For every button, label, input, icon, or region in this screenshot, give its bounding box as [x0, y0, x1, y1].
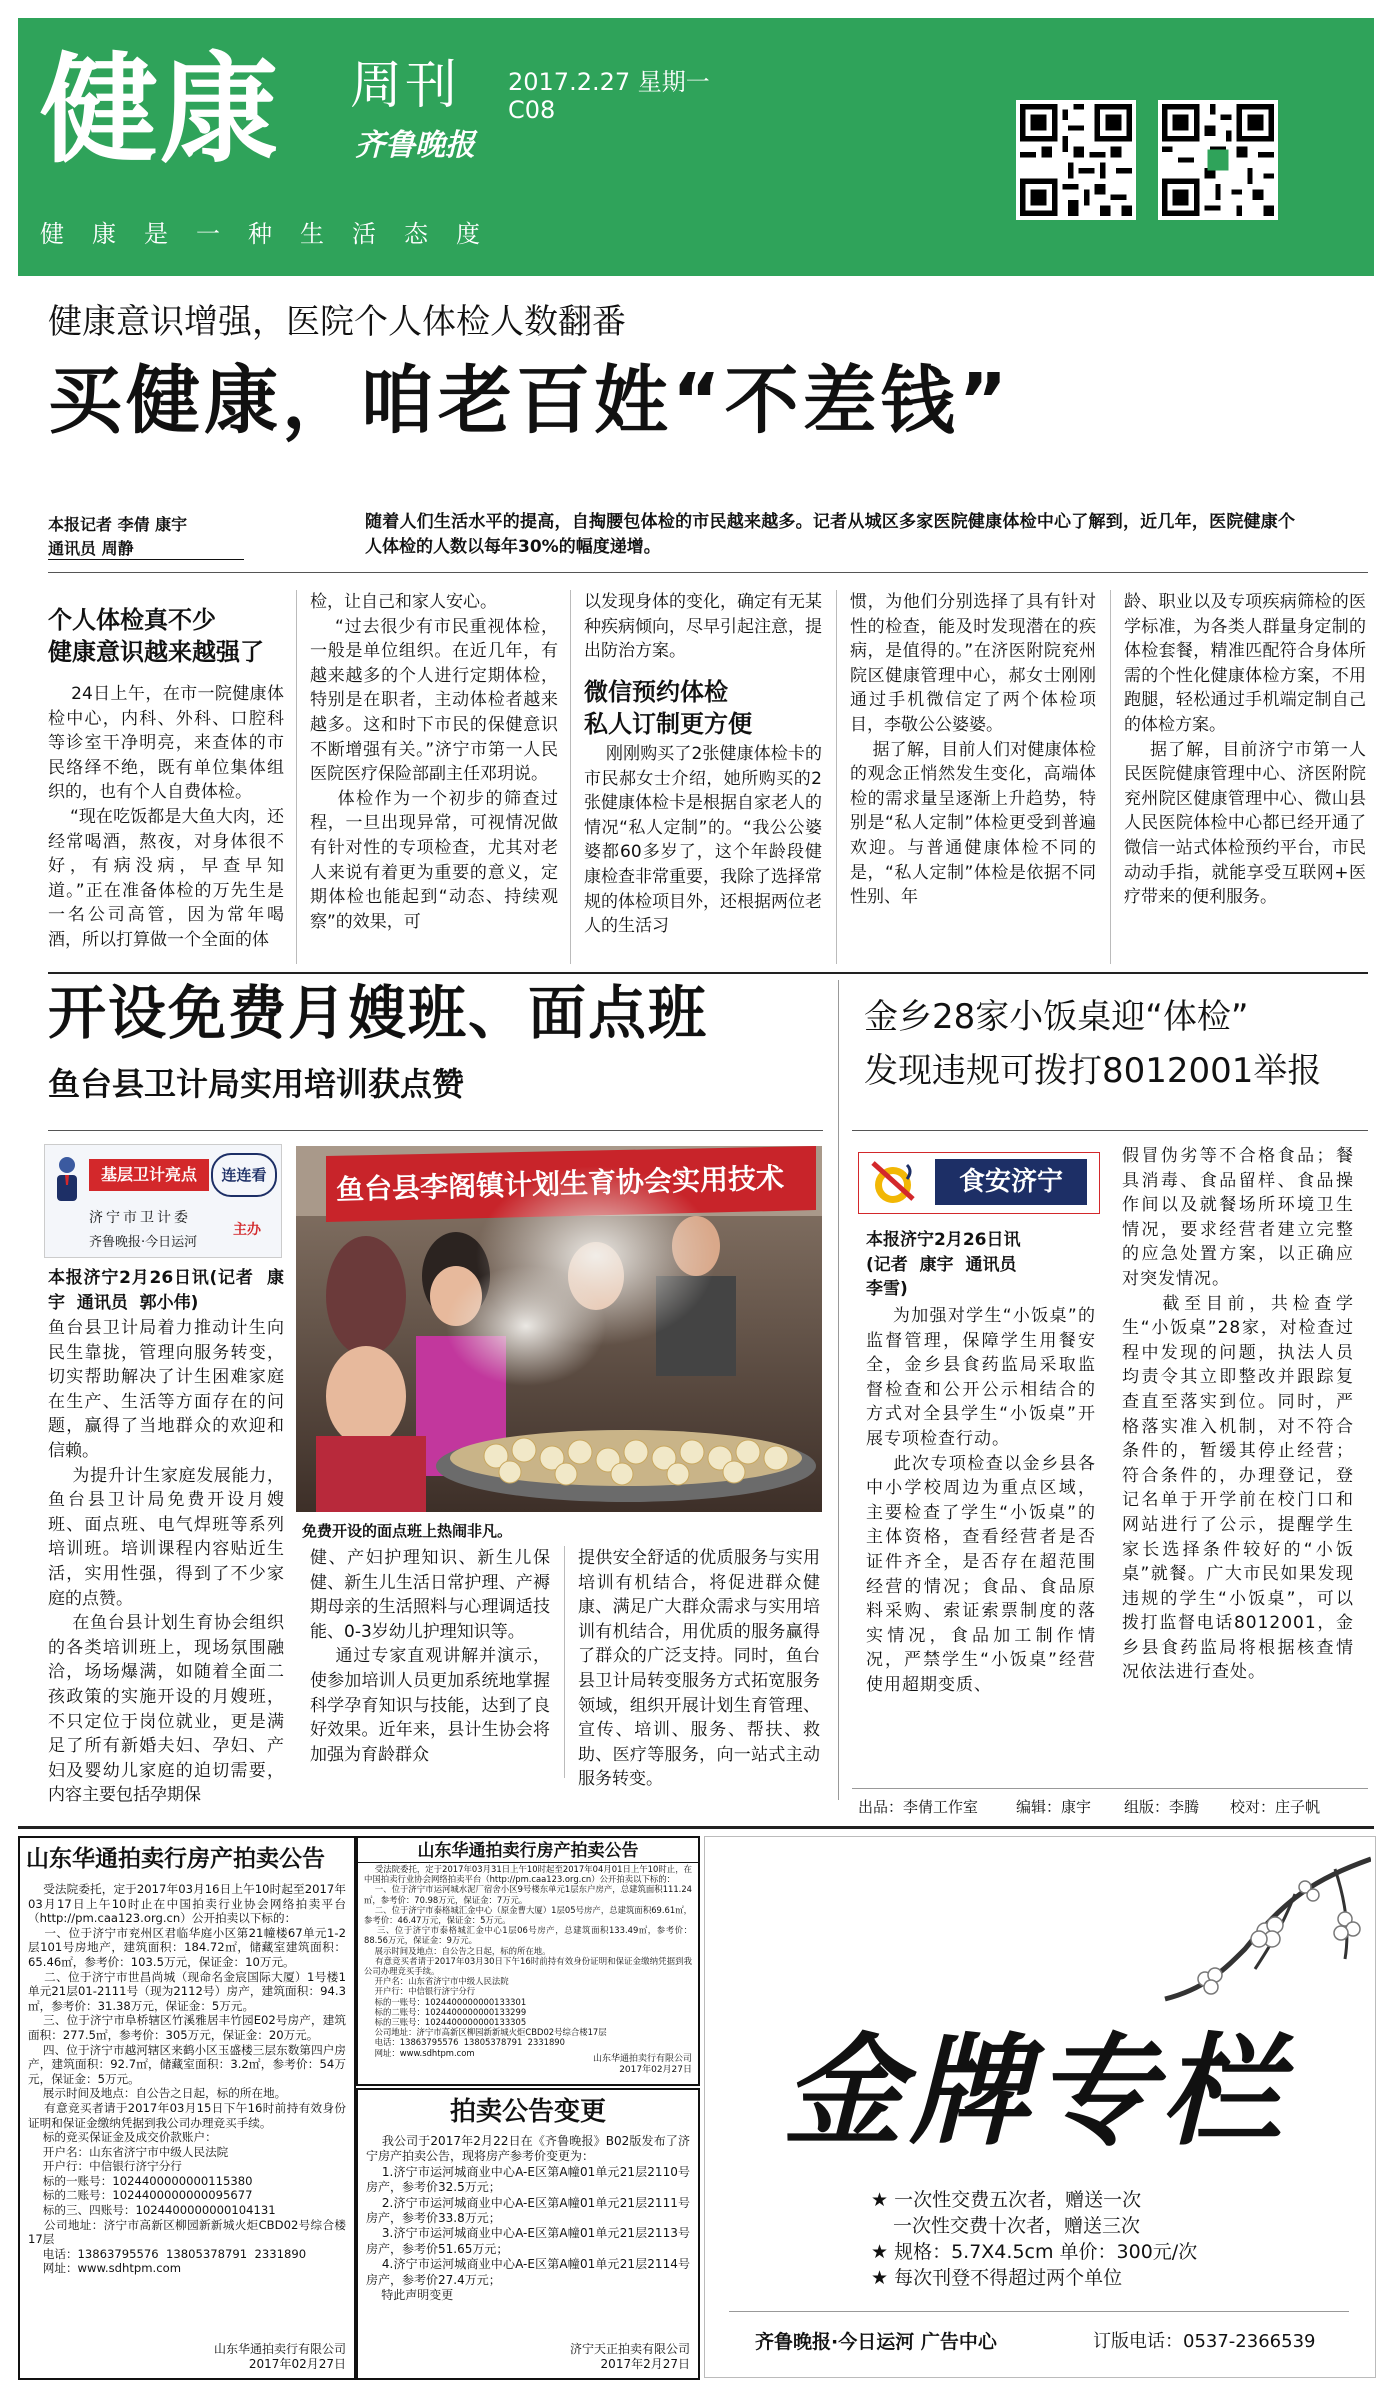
story3-column: 为加强对学生“小饭桌”的监督管理，保障学生用餐安全，金乡县食药监局采取监督检查和公开公示相结合的方式对全县学生“小饭桌”开展专项检查行动。 此次专项检查以金乡县各中小学校周边为重点区域，主要检查了学生“小饭桌”的主体资格，查看经营者是否证件齐全，是否存在超范围经营的情况；食品、食品原料采购、索证索票制度的落实情况，食品加工制作情况，严禁学生“小饭桌”经营使用超期变质、 — [866, 1306, 1096, 1695]
divider — [48, 1130, 823, 1131]
story2-headline: 开设免费月嫂班、面点班 — [48, 979, 709, 1047]
badge-host-tag: 主办 — [233, 1222, 261, 1238]
credit-layout: 组版：李腾 — [1124, 1798, 1200, 1816]
ad-body: 受法院委托，定于2017年03月16日上午10时起至2017年03月17日上午10时止在中国拍卖行业协会网络拍卖平台（http://pm.caa123.org.cn）公开拍卖以下标的： 一、位于济宁市兖州区君临华庭小区第21幢楼67单元1-2层101号房地产，建筑面积：184.72㎡，储藏室建筑面积：65.46㎡，参考价：103.5万元，保证金：10万元。 二、位于济宁市世昌尚城（现命名金宸国际大厦）1号楼1单元21层01-2111号（现为2112号）房产，建筑面积：94.3㎡，参考价：31.38万元，保证金：5万元。 三、位于济宁市阜桥辖区竹溪雅居丰竹园E02号房产，建筑面积：277.5㎡，参考价：305万元，保证金：20万元。 四、位于济宁市越河辖区来鹤小区玉盛楼三层东数第四户房产，建筑面积：92.7㎡，储藏室面积：3.2㎡，参考价：54万元，保证金：5万元。 展示时间及地点：自公告之日起，标的所在地。 有意竞买者请于2017年03月15日下午16时前持有效身份证明和保证金缴纳凭据到我公司办理竞买手续。 标的竞买保证金及成交价款账户： 开户名：山东省济宁市中级人民法院 开户行：中信银行济宁分行 标的一账号：1024400000000115380 标的二账号：1024400000000095677 标的三、四账号：1024400000000104131 公司地址：济宁市高新区柳园新新城火炬CBD02号综合楼17层 电话：13863795576 13805378791 2331890 网址：www.sdhtpm.com — [28, 1882, 347, 2276]
auction-ad — [18, 1836, 356, 2380]
story1-byline: 本报记者 李倩 康宇 — [48, 515, 188, 534]
photo-caption: 免费开设的面点班上热闹非凡。 — [302, 1522, 513, 1540]
story1-byline: 通讯员 周静 — [48, 536, 244, 560]
divider — [18, 1826, 1374, 1829]
column-rule — [570, 590, 571, 964]
ad-item: ★ 一次性交费五次者，赠送一次 — [871, 2189, 1142, 2211]
column-rule — [564, 1546, 565, 1778]
story2-column: 提供安全舒适的优质服务与实用培训有机结合，将促进群众健康、满足广大群众需求与实用培训有机结合，用优质的服务赢得了群众的广泛支持。同时，鱼台县卫计局转变服务方式拓宽服务领域，组织开展计划生育管理、宣传、培训、服务、帮扶、救助、医疗等服务，向一站式主动服务转变。 — [578, 1548, 820, 1790]
credit-producer: 出品：李倩工作室 — [858, 1798, 979, 1816]
auction-ad — [356, 2088, 700, 2380]
divider — [852, 1788, 1368, 1789]
section-title: 健康 — [40, 41, 281, 179]
story2-subhead: 鱼台县卫计局实用培训获点赞 — [48, 1065, 465, 1103]
credit-editor: 编辑：康宇 — [1016, 1798, 1092, 1816]
star-icon: ★ — [871, 2267, 895, 2289]
story1-column: 以发现身体的变化，确定有无某种疾病倾向，尽早引起注意，提出防治方案。 — [584, 592, 822, 662]
badge-title: 基层卫计亮点 — [89, 1159, 209, 1191]
column-rule — [1110, 590, 1111, 964]
story3-headline: 发现违规可拨打8012001举报 — [864, 1051, 1322, 1091]
ad-item: ★ 每次刊登不得超过两个单位 — [871, 2267, 1123, 2289]
story1-kicker: 健康意识增强，医院个人体检人数翻番 — [48, 302, 626, 342]
story1-subhead: 微信预约体检 私人订制更方便 — [584, 678, 752, 738]
star-icon: ★ — [871, 2189, 895, 2211]
section-rule — [838, 980, 839, 1800]
column-badge — [858, 1152, 1100, 1214]
ad-body: 我公司于2017年2月22日在《齐鲁晚报》B02版发布了济宁房产拍卖公告，现将房产参考价变更为： 1.济宁市运河城商业中心A-E区第A幢01单元21层2110号房产，参考价32.5万元； 2.济宁市运河城商业中心A-E区第A幢01单元21层2111号房产，参考价33.8万元； 3.济宁市运河城商业中心A-E区第A幢01单元21层2113号房产，参考价51.65万元； 4.济宁市运河城商业中心A-E区第A幢01单元21层2114号房产，参考价27.4万元； 特此声明变更 — [366, 2134, 690, 2303]
ad-title: 金牌专栏 — [783, 2021, 1287, 2162]
story2-byline: 本报济宁2月26日讯(记者 康宇 通讯员 郭小伟) — [48, 1268, 284, 1313]
ad-sign: 济宁天正拍卖有限公司 2017年2月27日 — [569, 2342, 690, 2371]
ad-title: 拍卖公告变更 — [449, 2097, 606, 2127]
ad-footer-left: 齐鲁晚报·今日运河 广告中心 — [755, 2331, 997, 2353]
story1-column: 检，让自己和家人安心。 “过去很少有市民重视体检，一般是单位组织。在近几年，有越来越多的个人进行定期体检，特别是在职者，主动体检者越来越多。这和时下市民的保健意识不断增强有关。”济宁市第一人民医院医疗保险部副主任邓玥说。 体检作为一个初步的筛查过程，一旦出现异常，可视情况做有针对性的专项检查，尤其对老人来说有着更为重要的意义，定期体检也能起到“动态、持续观察”的效果，可 — [310, 592, 559, 932]
ad-item: 一次性交费十次者，赠送三次 — [893, 2215, 1141, 2237]
divider — [48, 972, 1368, 974]
column-rule — [296, 590, 297, 964]
page-number: C08 — [508, 96, 556, 124]
story3-column: 假冒伪劣等不合格食品；餐具消毒、食品留样、食品操作间以及就餐场所环境卫生情况，要求经营者建立完整的应急处置方案，以正确应对突发情况。 截至目前，共检查学生“小饭桌”28家，对检查过程中发现的问题，执法人员均责令其立即整改并跟踪复查直至落实到位。同时，严格落实准入机制，对不符合条件的，暂缓其停止经营；符合条件的，办理登记，登记名单于开学前在校门口和网站进行了公示，提醒学生家长选择条件较好的“小饭桌”就餐。广大市民如果发现违规的学生“小饭桌”，可以拨打监督电话8012001，金乡县食药监局将根据核查情况依法进行查处。 — [1122, 1146, 1355, 1683]
divider — [852, 1130, 1368, 1131]
ad-items — [871, 2187, 1291, 2291]
divider — [729, 2311, 1349, 2312]
person-icon — [51, 1155, 83, 1211]
issue-date: 2017.2.27 星期一 — [508, 68, 710, 96]
ad-sign: 山东华通拍卖行有限公司 2017年02月27日 — [213, 2342, 346, 2371]
story1-column: 刚刚购买了2张健康体检卡的市民郝女士介绍，她所购买的2张健康体检卡是根据自家老人的情况“私人定制”的。“我公公婆婆都60多岁了，这个年龄段健康检查非常重要，我除了选择常规的体检项目外，还根据两位老人的生活习 — [584, 744, 822, 937]
story1-subhead: 个人体检真不少 健康意识越来越强了 — [48, 606, 264, 666]
story1-lead: 随着人们生活水平的提高，自掏腰包体检的市民越来越多。记者从城区多家医院健康体检中心了解到，近几年，医院健康个人体检的人数以每年30%的幅度递增。 — [365, 512, 1295, 557]
auction-ad — [356, 1836, 700, 2086]
slogan: 健康是一种生活态度 — [40, 220, 508, 248]
story1-headline: 买健康，咱老百姓“不差钱” — [48, 358, 1012, 444]
badge-host: 济宁市卫计委 — [89, 1210, 191, 1226]
column-rule — [836, 590, 837, 964]
weekly-label: 周刊 — [350, 56, 461, 116]
promo-ad — [704, 1836, 1376, 2378]
badge-title: 食安济宁 — [935, 1159, 1087, 1205]
ad-title: 山东华通拍卖行房产拍卖公告 — [26, 1846, 325, 1872]
ad-sign: 山东华通拍卖行有限公司 2017年02月27日 — [592, 2054, 692, 2075]
story1-column: 龄、职业以及专项疾病筛检的医学标准，为各类人群量身定制的体检套餐，精准匹配符合身体所需的个性化健康体检方案，不用跑腿，轻松通过手机端定制自己的体检方案。 据了解，目前济宁市第一人民医院健康管理中心、济医附院兖州院区健康管理中心、微山县人民医院体检中心都已经开通了微信一站式体检预约平台，市民动动手指，就能享受互联网+医疗带来的便利服务。 — [1124, 592, 1366, 908]
badge-right: 连连看 — [211, 1153, 277, 1197]
qr-code-icon[interactable] — [1016, 100, 1136, 220]
food-safety-icon — [867, 1159, 923, 1205]
ad-body: 受法院委托，定于2017年03月31日上午10时起至2017年04月01日上午10时止，在中国拍卖行业协会网络拍卖平台（http://pm.caa123.org.cn）公开拍卖以下标的： 一、位于济宁市运河城水泥厂宿舍小区9号楼东单元1层东户房产，总建筑面积111.24㎡，参考价：70.98万元，保证金：7万元。 二、位于济宁市泰格城汇金中心（原金曹大厦）1层05号房产，总建筑面积69.61㎡，参考价：46.47万元，保证金：5万元。 三、位于济宁市泰格城汇金中心1层06号房产，总建筑面积133.49㎡，参考价：88.56万元，保证金：9万元。 展示时间及地点：自公告之日起，标的所在地。 有意竞买者请于2017年03月30日下午16时前持有效身份证明和保证金缴纳凭据到我公司办理竞买手续。 开户名：山东省济宁市中级人民法院 开户行：中信银行济宁分行 标的一账号：1024400000000133301 标的二账号：1024400000000133299 标的三账号：1024400000000133305 公司地址：济宁市高新区柳园新新城火炬CBD02号综合楼17层 电话：13863795576 13805378791 2331890 网址：www.sdhtpm.com — [364, 1864, 692, 2058]
column-badge — [44, 1144, 282, 1258]
ad-title: 山东华通拍卖行房产拍卖公告 — [358, 1840, 698, 1863]
story3-headline: 金乡28家小饭桌迎“体检” — [864, 997, 1249, 1037]
story1-column: 24日上午，在市一院健康体检中心，内科、外科、口腔科等诊室干净明亮，来查体的市民络绎不绝，既有单位集体组织的，也有个人自费体检。 “现在吃饭都是大鱼大肉，还经常喝酒，熬夜，对身体很不好，有病没病，早查早知道。”正在准备体检的万先生是一名公司高管，因为常年喝酒，所以打算做一个全面的体 — [48, 684, 284, 950]
star-icon: ★ — [871, 2241, 895, 2263]
photo-banner: 鱼台县李阁镇计划生育协会实用技术 — [335, 1161, 785, 1207]
paper-name: 齐鲁晚报 — [355, 128, 475, 163]
story1-column: 惯，为他们分别选择了具有针对性的检查，能及时发现潜在的疾病，是值得的。”在济医附院兖州院区健康管理中心，郝女士刚刚通过手机微信定了两个体检项目，李敬公公婆婆。 据了解，目前人们对健康体检的观念正悄然发生变化，高端体检的需求量呈逐渐上升趋势，特别是“私人定制”体检更受到普遍欢迎。与普通健康体检不同的是，“私人定制”体检是依据不同性别、年 — [850, 592, 1096, 908]
badge-host: 齐鲁晚报·今日运河 — [89, 1235, 198, 1250]
story3-byline: 本报济宁2月26日讯 (记者 康宇 通讯员 李雪) — [866, 1230, 1021, 1300]
ad-item: ★ 规格：5.7X4.5cm 单价：300元/次 — [871, 2241, 1198, 2263]
story2-column: 健、产妇护理知识、新生儿保健、新生儿生活日常护理、产褥期母亲的生活照料与心理调适技能、0-3岁幼儿护理知识等。 通过专家直观讲解并演示，使参加培训人员更加系统地掌握科学孕育知识与技能，达到了良好效果。近年来，县计生协会将加强为育龄群众 — [310, 1548, 550, 1765]
ad-footer-right: 订版电话：0537-2366539 — [1093, 2331, 1316, 2352]
divider — [48, 572, 1368, 573]
qr-code-icon[interactable] — [1158, 100, 1278, 220]
credit-proof: 校对：庄子帆 — [1230, 1798, 1321, 1816]
story2-column: 鱼台县卫计局着力推动计生向民生靠拢，管理向服务转变，切实帮助解决了计生困难家庭在生产、生活等方面存在的问题，赢得了当地群众的欢迎和信赖。 为提升计生家庭发展能力，鱼台县卫计局免费开设月嫂班、面点班、电气焊班等系列培训班。培训课程内容贴近生活，实用性强，得到了不少家庭的点赞。 在鱼台县计划生育协会组织的各类培训班上，现场氛围融洽，场场爆满，如随着全面二孩政策的实施开设的月嫂班，不只定位于岗位就业，更是满足了所有新婚夫妇、孕妇、产妇及婴幼儿家庭的迫切需要，内容主要包括孕期保 — [48, 1318, 284, 1806]
news-photo — [296, 1146, 822, 1512]
